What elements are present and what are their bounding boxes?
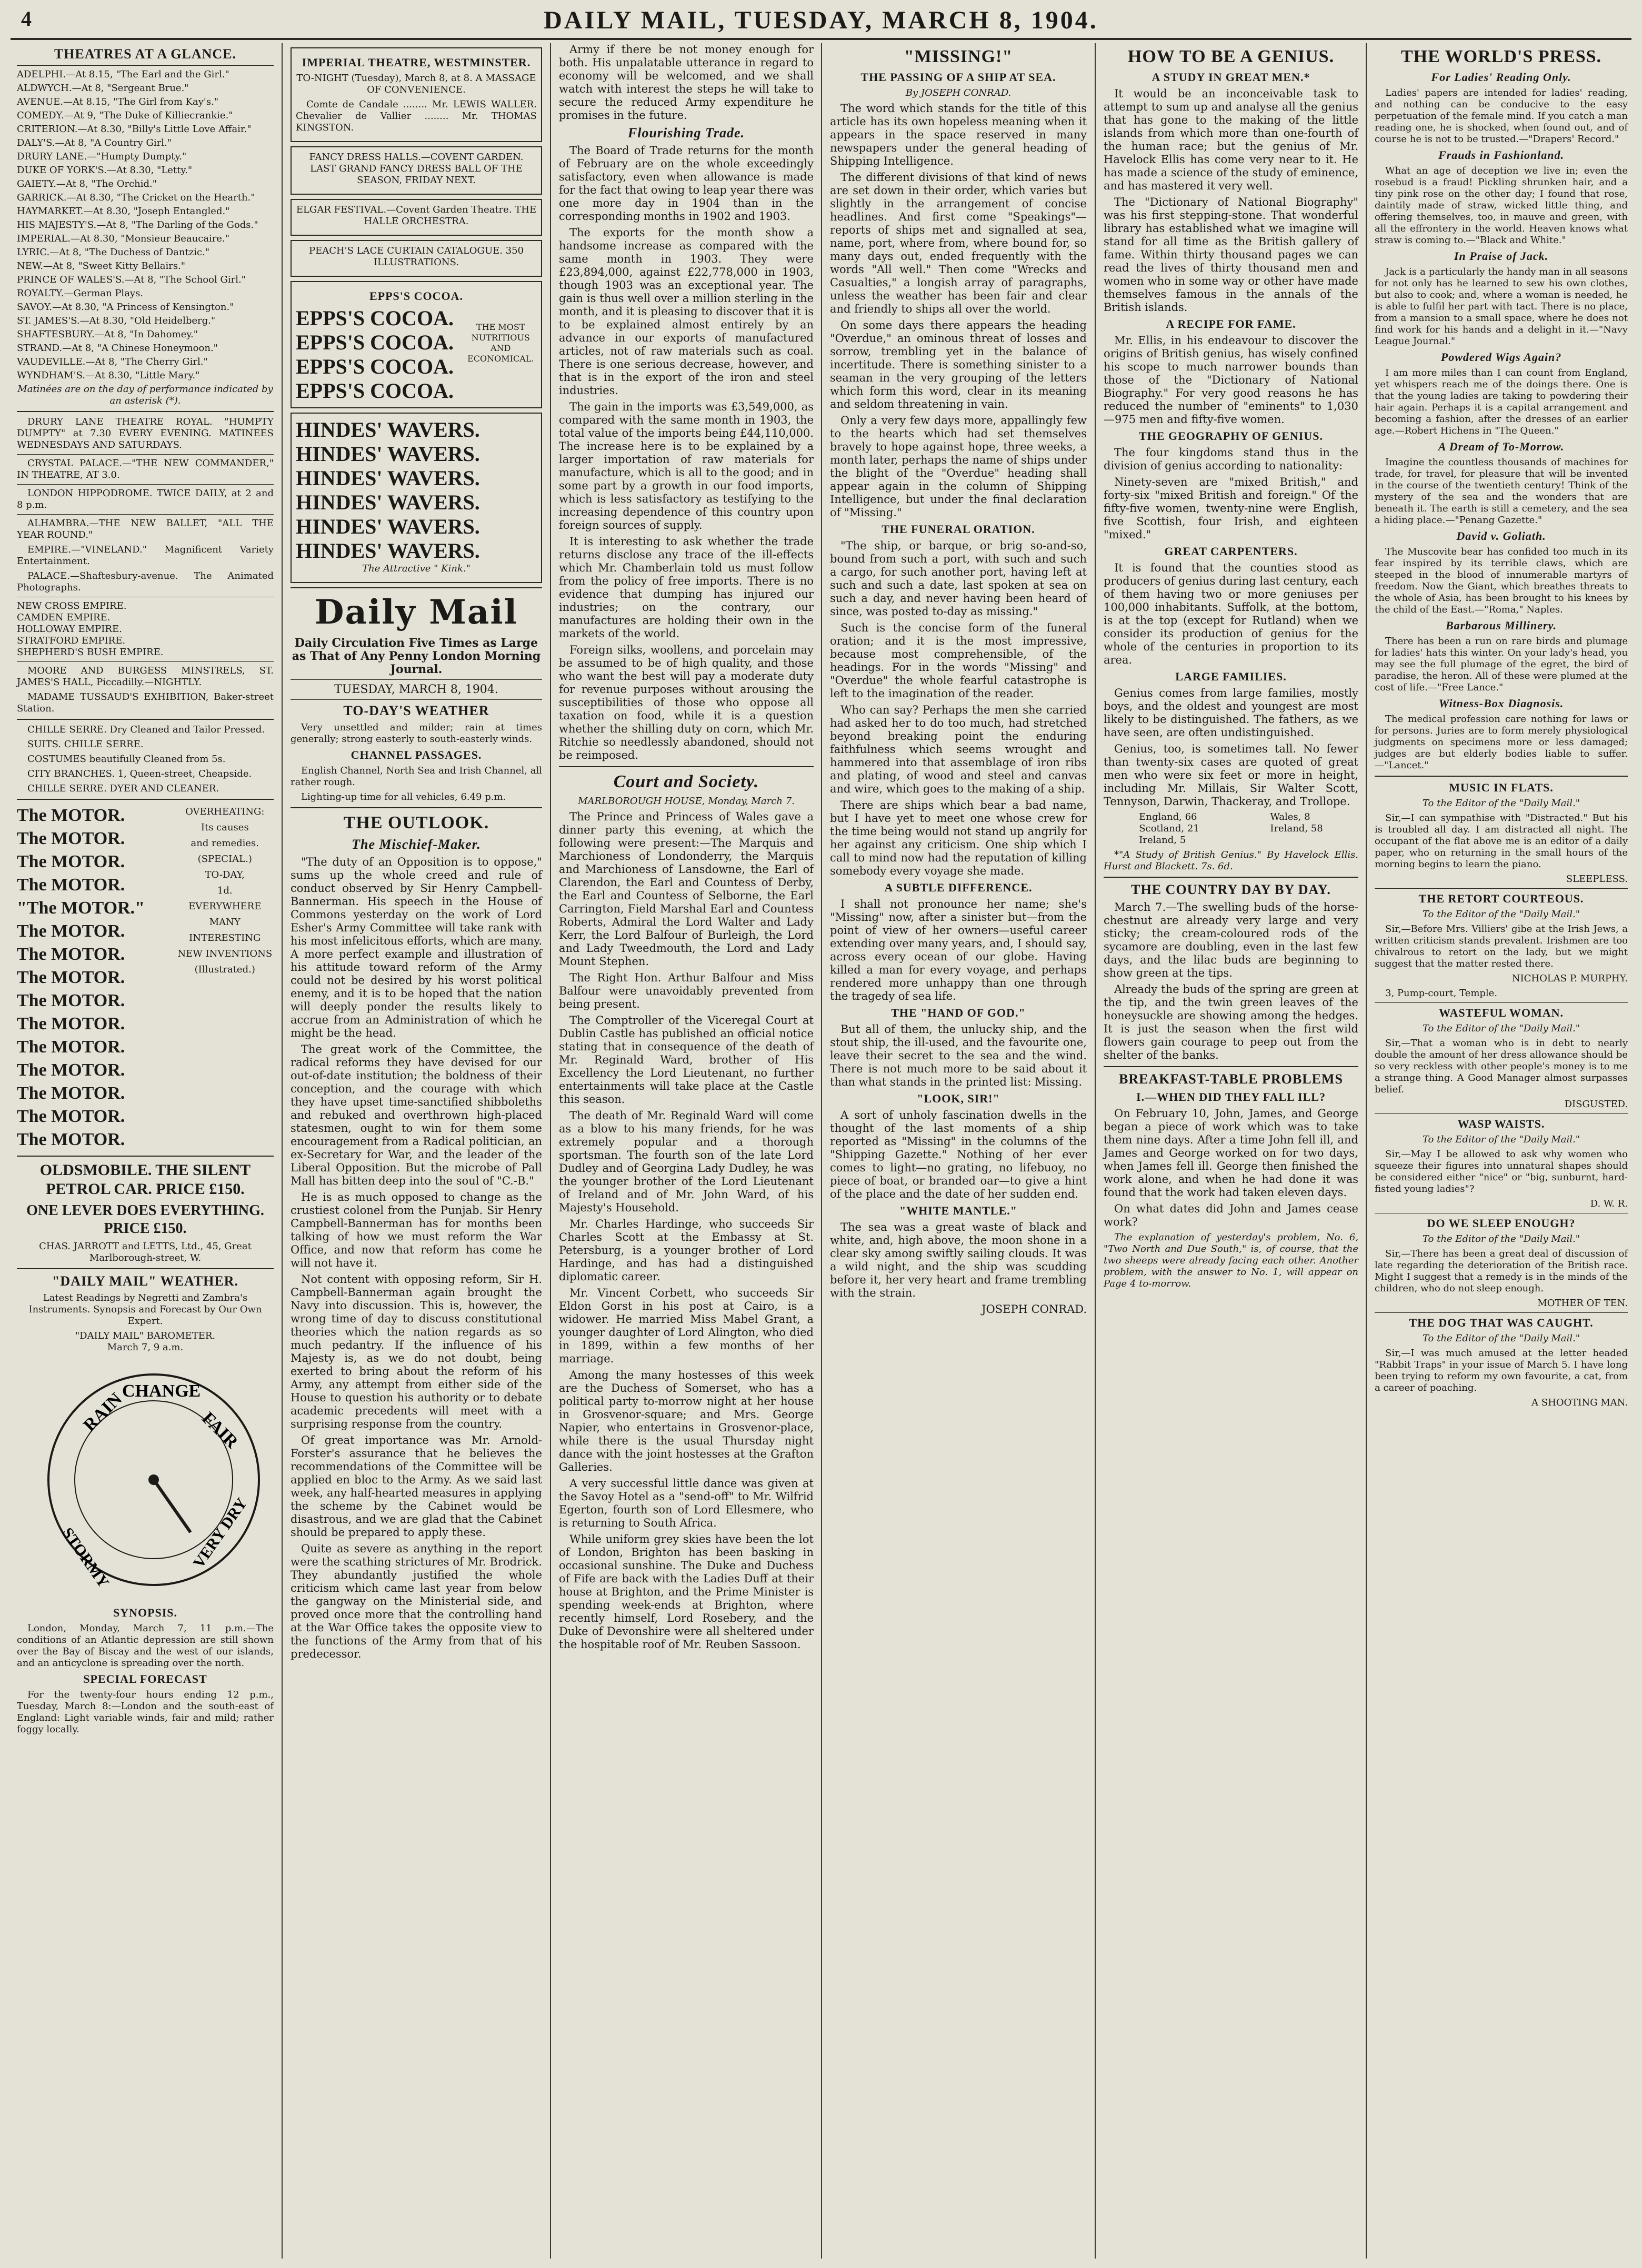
court-body — [559, 810, 814, 1651]
country-title: THE COUNTRY DAY BY DAY. — [1131, 882, 1331, 897]
epps-line: EPPS'S COCOA. — [296, 306, 454, 330]
moore-burgess-ad: MOORE AND BURGESS MINSTRELS, ST. JAMES'S HALL, Piccadilly.—NIGHTLY. — [17, 665, 274, 688]
subheading: THE "HAND OF GOD." — [891, 1006, 1026, 1019]
county-count: Ireland, 58 — [1270, 823, 1323, 834]
county-count: England, 66 — [1139, 811, 1197, 822]
column-divider — [282, 43, 283, 2259]
theatre-listing: DALY'S.—At 8, "A Country Girl." — [17, 137, 172, 148]
cleaning-advert: COSTUMES beautifully Cleaned from 5s. — [27, 754, 226, 765]
paragraph: Ninety-seven are "mixed British," and forty-six "mixed British and foreign." Of the fifty-five women, twenty-nine were English, five Scottish, four Irish, and eighteen "mixed." — [1104, 476, 1358, 541]
column-genius — [1097, 43, 1365, 2259]
motor-line: The MOTOR. — [17, 1060, 125, 1080]
epps-side: THE MOST NUTRITIOUS AND ECONOMICAL. — [467, 322, 534, 364]
oldsmobile-ad: OLDSMOBILE. THE SILENT PETROL CAR. PRICE £150. — [39, 1161, 251, 1198]
epps-line: EPPS'S COCOA. — [296, 379, 454, 403]
motor-line: The MOTOR. — [17, 806, 125, 825]
worlds-press-title: THE WORLD'S PRESS. — [1400, 47, 1602, 66]
motor-line: The MOTOR. — [17, 945, 125, 964]
missing-byline: By JOSEPH CONRAD. — [905, 87, 1012, 98]
column-divider — [821, 43, 822, 2259]
motor-lines — [17, 804, 176, 1151]
dial-label: CHANGE — [122, 1381, 201, 1401]
subheading: GREAT CARPENTERS. — [1164, 545, 1298, 558]
paragraph: "The ship, or barque, or brig so-and-so, bound from such a port, with such and such a cargo, for such another port, having left at such and such a date, last spoken at sea on such a day, and never having been heard of since, was posted to-day as missing." — [830, 539, 1087, 618]
theatres-heading: THEATRES AT A GLANCE. — [54, 46, 237, 62]
paragraph: The Comptroller of the Viceregal Court at Dublin Castle has published an official notice stating that in consequence of the death of Mr. Reginald Ward, brother of His Excellency the Lord Lieutenant, no further entertainments will take place at the Castle this season. — [559, 1014, 814, 1106]
imperial-theatre-ad — [291, 47, 542, 142]
weather-heading: "DAILY MAIL" WEATHER. — [52, 1273, 238, 1289]
press-item-title: For Ladies' Reading Only. — [1431, 71, 1571, 84]
peach-ad: PEACH'S LACE CURTAIN CATALOGUE. 350 ILLUSTRATIONS. — [291, 240, 542, 277]
theatre-listing: NEW.—At 8, "Sweet Kitty Bellairs." — [17, 260, 186, 272]
genius-body — [1104, 87, 1358, 808]
motor-line: The MOTOR. — [17, 1107, 125, 1126]
outlook-title: THE OUTLOOK. — [343, 813, 489, 832]
paragraph: Foreign silks, woollens, and porcelain may be assumed to be of high quality, and those who want the best will pay a moderate duty for revenue purposes without arousing the susceptibilities of those who oppose all taxation on food, while it is a question whether the shilling duty on corn, which Mr. Ritchie so needlessly abandoned, should not be reimposed. — [559, 644, 814, 761]
paragraph: I shall not pronounce her name; she's "Missing" now, after a sinister but—from the point of view of her owners—useful career extending over many years, and, I should say, across every ocean of our globe. Having killed a man for every voyage, and perhaps rendered more unhappy than one through the tragedy of sea life. — [830, 898, 1087, 1002]
subheading: A SUBTLE DIFFERENCE. — [884, 881, 1033, 894]
motor-side-text: INTERESTING — [189, 932, 261, 944]
epps-line: EPPS'S COCOA. — [296, 330, 454, 354]
sleep-letter: Sir,—There has been a great deal of discussion of late regarding the deterioration of the British race. Might I suggest that a remedy is in the minds of the children, who do not sleep enough. — [1375, 1248, 1628, 1294]
subheading: "LOOK, SIR!" — [917, 1092, 1000, 1105]
paragraph: The different divisions of that kind of news are set down in their order, which varies but slightly in the arrangement of concise headlines. And first come "Speakings"—reports of ships met and signalled at sea, name, port, where from, where bound for, so many days out, ended frequently with the words "All well." Then come "Wrecks and Casualties," a longish array of paragraphs, unless the weather has been fair and clear and friendly to ships all over the world. — [830, 171, 1087, 315]
column-missing — [824, 43, 1093, 2259]
page-number: 4 — [21, 7, 34, 31]
hindes-line: HINDES' WAVERS. — [296, 466, 480, 490]
drury-lane-ad: DRURY LANE THEATRE ROYAL. "HUMPTY DUMPTY" at 7.30 EVERY EVENING. MATINEES WEDNESDAYS AND SATURDAYS. — [17, 416, 274, 450]
sleep-title: DO WE SLEEP ENOUGH? — [1427, 1217, 1576, 1230]
jarrott-ad: CHAS. JARROTT and LETTS, Ltd., 45, Great Marlborough-street, W. — [39, 1241, 252, 1263]
motor-side-text: OVERHEATING: — [185, 806, 265, 817]
todays-weather-text: Very unsettled and milder; rain at times generally; strong easterly to south-easterly winds. — [291, 722, 542, 745]
paragraph: Genius, too, is sometimes tall. No fewer than twenty-six cases are quoted of great men who were six feet or more in height, including Mr. Millais, Sir Walter Scott, Tennyson, Darwin, Thackeray, and Trollope. — [1104, 742, 1358, 808]
dial-label: STORMY — [58, 1524, 113, 1591]
empire-ad: EMPIRE.—"VINELAND." Magnificent Variety Entertainment. — [17, 544, 274, 567]
county-count: Scotland, 21 — [1139, 823, 1199, 834]
hindes-line: HINDES' WAVERS. — [296, 418, 480, 441]
press-item-text: What an age of deception we live in; even the rosebud is a fraud! Pickling shrunken hair, and a tiny pink rose on the other day; I found that rose, daintily made of straw, wicked little thing, and offering themselves, too, in mauve and green, with all the effrontery in the world. Heaven knows what straw is coming to.—"Black and White." — [1375, 165, 1628, 246]
imperial-cast: Comte de Candale ........ Mr. LEWIS WALLER. Chevalier de Vallier ........ Mr. THOMAS KINGSTON. — [296, 99, 537, 133]
motor-side-text: EVERYWHERE — [188, 901, 262, 912]
music-title: MUSIC IN FLATS. — [1449, 781, 1554, 794]
theatre-list — [17, 69, 274, 382]
paragraph: On February 10, John, James, and George began a piece of work which was to take them nine days. After a time John fell ill, and James and George worked on for two days, when James fell ill. George then finished the work alone, and when he had done it was found that the work had taken eleven days. — [1104, 1107, 1358, 1199]
missing-subtitle: THE PASSING OF A SHIP AT SEA. — [860, 71, 1056, 84]
motor-side-text: 1d. — [217, 885, 233, 896]
theatre-listing: AVENUE.—At 8.15, "The Girl from Kay's." — [17, 96, 219, 107]
motor-side-text: NEW INVENTIONS — [177, 948, 273, 959]
counties-table — [1104, 811, 1358, 846]
theatre-listing: ST. JAMES'S.—At 8.30, "Old Heidelberg." — [17, 315, 216, 326]
genius-title: HOW TO BE A GENIUS. — [1127, 47, 1335, 66]
cleaning-advert: CITY BRANCHES. 1, Queen-street, Cheapside. — [27, 768, 252, 779]
retort-title: THE RETORT COURTEOUS. — [1418, 892, 1584, 905]
press-item-text: The medical profession care nothing for laws or for persons. Juries are to form merely physiological judgments on specimens more or less damaged; judges are but elderly bodies liable to suffer.—"Lancet." — [1375, 714, 1628, 771]
press-item-text: Imagine the countless thousands of machines for trade, for travel, for pleasure that will be invented in the course of the twentieth century! Think of the mystery of the sea and the wonders that are beneath it. The earth is still a cemetery, and the sea a hiding place.—"Penang Gazette." — [1375, 457, 1628, 526]
press-item-text: The Muscovite bear has confided too much in its fear inspired by its terrible claws, which are steeped in the blood of innumerable martyrs of freedom. Now the Giant, which breathes threats to the whole of Asia, has been brought to his knees by the child of the East.—"Roma," Naples. — [1375, 546, 1628, 615]
waste-letter: Sir,—That a woman who is in debt to nearly double the amount of her dress allowance should be so very reckless with other people's money is to me a strange thing. A Good Manager almost surpasses belief. — [1375, 1038, 1628, 1095]
theatre-listing: SHAFTESBURY.—At 8, "In Dahomey." — [17, 329, 198, 340]
paragraph: Mr. Charles Hardinge, who succeeds Sir Charles Scott at the Embassy at St. Petersburg, is a younger brother of Lord Hardinge, and has had a distinguished diplomatic career. — [559, 1218, 814, 1283]
theatre-listing: LYRIC.—At 8, "The Duchess of Dantzic." — [17, 247, 210, 258]
tussaud-ad: MADAME TUSSAUD'S EXHIBITION, Baker-street Station. — [17, 691, 274, 714]
paragraph: The exports for the month show a handsome increase as compared with the same month in 1903. They were £23,894,000, against £22,778,000 in 1903, though 1903 was an exceptional year. The gain is thus well over a million sterling in the month, and it is pleasing to discover that it is to be explained almost entirely by an advance in our exports of manufactured articles, not of raw materials such as coal. There is one serious decrease, however, and that is in the export of the iron and steel industries. — [559, 226, 814, 397]
county-count: Ireland, 5 — [1139, 835, 1186, 846]
paragraph: The Right Hon. Arthur Balfour and Miss Balfour were unavoidably prevented from being present. — [559, 971, 814, 1010]
motor-side-text: TO-DAY, — [205, 869, 245, 880]
theatre-listing: HIS MAJESTY'S.—At 8, "The Darling of the Gods." — [17, 219, 258, 230]
press-item-title: Frauds in Fashionland. — [1438, 148, 1565, 162]
paragraph: On some days there appears the heading "Overdue," an ominous threat of losses and sorrow, trembling yet in the balance of incertitude. There is something sinister to a seaman in the very grouping of the letters which form this word, clear in its meaning and seldom threatening in vain. — [830, 319, 1087, 410]
column-divider — [550, 43, 551, 2259]
theatre-listing: CRITERION.—At 8.30, "Billy's Little Love Affair." — [17, 124, 252, 135]
outlook-subtitle: The Mischief-Maker. — [352, 837, 481, 852]
press-item-title: A Dream of To-Morrow. — [1438, 440, 1565, 453]
theatre-listing: ADELPHI.—At 8.15, "The Earl and the Girl." — [17, 69, 229, 80]
motor-advert — [17, 804, 274, 1151]
motor-line: The MOTOR. — [17, 852, 125, 871]
paragraph: "The duty of an Opposition is to oppose," sums up the whole creed and rule of conduct observed by Sir Henry Campbell-Bannerman. His speech in the House of Commons yesterday on the work of Lord Esher's Army Committee will take rank with his most infelicitous efforts, which are many. A more perfect example and illustration of his attitude toward reform of the Army could not be desired by his worst political enemy, and it is to be hoped that the nation will deeply ponder the results likely to accrue from an Administration of which he might be the head. — [291, 856, 542, 1039]
motor-line: The MOTOR. — [17, 921, 125, 941]
theatre-listing: GARRICK.—At 8.30, "The Cricket on the Hearth." — [17, 192, 255, 203]
motor-line: The MOTOR. — [17, 829, 125, 848]
music-hall: NEW CROSS EMPIRE. — [17, 600, 127, 611]
paragraph: He is as much opposed to change as the crustiest colonel from the Punjab. Sir Henry Campbell-Bannerman has for months been talking of how we must reform the War Office, and now that reform has come he will not have it. — [291, 1191, 542, 1269]
theatre-listing: ROYALTY.—German Plays. — [17, 288, 144, 299]
theatre-listing: DRURY LANE.—"Humpty Dumpty." — [17, 151, 187, 162]
county-count: Wales, 8 — [1270, 811, 1310, 822]
press-item-title: Barbarous Millinery. — [1445, 619, 1557, 632]
matinee-note: Matinées are on the day of performance indicated by an asterisk (*). — [17, 384, 273, 406]
theatre-listing: SAVOY.—At 8.30, "A Princess of Kensington." — [17, 302, 234, 313]
paragraph: Already the buds of the spring are green at the tip, and the twin green leaves of the honeysuckle are showing among the hedges. It is just the season when the first wild flowers gain courage to peep out from the shelter of the banks. — [1104, 983, 1358, 1061]
press-item-text: There has been a run on rare birds and plumage for ladies' hats this winter. On your lady's head, you may see the full plumage of the egret, the bird of paradise, the heron. All of these were plumed at the cost of life.—"Free Lance." — [1375, 636, 1628, 693]
motor-line: The MOTOR. — [17, 1130, 125, 1149]
paragraph: The death of Mr. Reginald Ward will come as a blow to his many friends, for he was extremely popular and a thorough sportsman. The fourth son of the late Lord Dudley and of Georgina Lady Dudley, he was the younger brother of the Lord Lieutenant of Ireland and of Mr. John Ward, of his Majesty's Household. — [559, 1109, 814, 1214]
paragraph: The four kingdoms stand thus in the division of genius according to nationality: — [1104, 446, 1358, 472]
subheading: THE FUNERAL ORATION. — [882, 523, 1035, 536]
weather-subheading: Latest Readings by Negretti and Zambra's Instruments. Synopsis and Forecast by Our Own Expert. — [28, 1292, 262, 1327]
column-divider — [1366, 43, 1367, 2259]
cleaning-advert: CHILLE SERRE. Dry Cleaned and Tailor Pressed. — [27, 724, 265, 735]
barometer-dial — [17, 1359, 280, 1601]
epps-cocoa-ad: EPPS'S COCOA. EPPS'S COCOA. EPPS'S COCOA. EPPS'S COCOA. EPPS'S COCOA. THE MOST NUTRITIOUS AND ECONOMICAL. — [291, 281, 542, 408]
subheading: LARGE FAMILIES. — [1175, 670, 1287, 683]
subheading: A RECIPE FOR FAME. — [1166, 317, 1296, 330]
dial-label: RAIN — [79, 1389, 126, 1436]
synopsis-text: London, Monday, March 7, 11 p.m.—The conditions of an Atlantic depression are still shown over the Bay of Biscay and the west of our islands, and an anticyclone is spreading over the north. — [17, 1623, 274, 1669]
country-body — [1104, 901, 1358, 1062]
motor-line: "The MOTOR." — [17, 898, 145, 918]
motor-side-text: (SPECIAL.) — [197, 854, 252, 865]
paragraph: It is interesting to ask whether the trade returns disclose any trace of the ill-effects which Mr. Chamberlain told us must follow from the policy of free imports. There is no evidence that dumping has injured our industries; on the contrary, our manufactures are holding their own in the markets of the world. — [559, 535, 814, 640]
paragraph: Not content with opposing reform, Sir H. Campbell-Bannerman again brought the Navy into discussion. This is, however, the wrong time of day to discuss constitutional theories which the nation regards as so much pedantry. If the influence of his Majesty is, as we do not doubt, being exerted to bring about the reform of his Army, any attempt from either side of the House to question his authority or to debate academic precedents will meet with a surprising response from the country. — [291, 1273, 542, 1430]
paragraph: The "Dictionary of National Biography" was his first stepping-stone. That wonderful library has established what we imagine will stand for all time as the British gallery of fame. Within thirty thousand pages we can read the lives of thirty thousand men and women who in some way or other have made themselves famous in the annals of the British islands. — [1104, 196, 1358, 314]
music-hall: CAMDEN EMPIRE. — [17, 612, 111, 623]
genius-subtitle: A STUDY IN GREAT MEN.* — [1152, 71, 1310, 84]
column-worlds-press: THE WORLD'S PRESS. For Ladies' Reading Only. Ladies' papers are intended for ladies' reading, and nothing can be conducive to the easy perpetuation of the female mind. If you catch a man reading one, he is shocked, when found out, and of course he is not to be trusted.—"Drapers' Record." Frauds in Fashionland. What an age of deception we live in; even the rosebud is a fraud! Pickling shrunken hair, and a tiny pink rose on the other day; I found that rose, daintily made of straw, wicked little thing, and offering themselves, too, in mauve and green, with all the effrontery in the world. Heaven knows what straw is coming to.—"Black and White." In Praise of Jack. Jack is a particularly the handy man in all seasons for not only has he learned to sew his own clothes, but also to cook; and, where a woman is needed, he is able to fulfil her part with tact. There is no place, from a mansion to a small space, where he does not find work for his hands and a delight in it.—"Navy League Journal." Powdered Wigs Again? I am more miles than I can count from England, yet whispers reach me of the doings there. One is that the young ladies are taking to powdering their hair again. Perhaps it is a capital arrangement and becoming a fashion, after the dresses of an earlier age.—Robert Hichens in "The Queen." A Dream of To-Morrow. Imagine the countless thousands of machines for trade, for travel, for pleasure that will be invented in the course of the twentieth century! Think of the mystery of the sea and the wonders that are beneath it. The earth is still a cemetery, and the sea a hiding place.—"Penang Gazette." David v. Goliath. The Muscovite bear has confided too much in its fear inspired by its terrible claws, which are steeped in the blood of innumerable martyrs of freedom. Now the Giant, which breathes threats to the whole of Asia, has been brought to his knees by the child of the East.—"Roma," Naples. Barbarous Millinery. There has been a run on rare birds and plumage for ladies' hats this winter. On your lady's head, you may see the full plumage of the egret, the bird of paradise, the heron. All of these were plumed at the cost of life.—"Free Lance." Witness-Box Diagnosis. The medical profession care nothing for laws or for persons. Juries are to form merely physiological judgments on specimens more or less damaged; judges are but elderly bodies liable to suffer.—"Lancet." MUSIC IN FLATS. To the Editor of the "Daily Mail." Sir,—I can sympathise with "Distracted." But his is troubled all day. I am distracted all night. The occupant of the flat above me is an editor of a daily paper, who on returning in the small hours of the morning begins to learn the piano. SLEEPLESS. THE RETORT COURTEOUS. To the Editor of the "Daily Mail." Sir,—Before Mrs. Villiers' gibe at the Irish Jews, a written criticism stands prevalent. Irishmen are too chivalrous to retort on the lady, but we might suggest that the matter rested there. NICHOLAS P. MURPHY. 3, Pump-court, Temple. WASTEFUL WOMAN. To the Editor of the "Daily Mail." Sir,—That a woman who is in debt to nearly double the amount of her dress allowance should be so very reckless with other people's money is to me a strange thing. A Good Manager almost surpasses belief. DISGUSTED. WASP WAISTS. To the Editor of the "Daily Mail." Sir,—May I be allowed to ask why women who squeeze their figures into unnatural shapes should be considered either "nice" or "big, sunburnt, hard-fisted young ladies"? D. W. R. DO WE SLEEP ENOUGH? To the Editor of the "Daily Mail." Sir,—There has been a great deal of discussion of late regarding the deterioration of the British race. Might I suggest that a remedy is in the minds of the children, who do not sleep enough. MOTHER OF TEN. THE DOG THAT WAS CAUGHT. To the Editor of the "Daily Mail." Sir,—I was much amused at the letter headed "Rabbit Traps" in your issue of March 5. I have long been trying to reform my own favourite, a cat, from a career of poaching. A SHOOTING MAN. — [1375, 47, 1628, 1408]
theatre-listing: VAUDEVILLE.—At 8, "The Cherry Girl." — [17, 356, 208, 367]
paragraph: Mr. Vincent Corbett, who succeeds Sir Eldon Gorst in his post at Cairo, is a widower. He married Miss Mabel Grant, a younger daughter of Lord Alington, who died in 1899, within a few months of her marriage. — [559, 1287, 814, 1365]
elgar-ad: ELGAR FESTIVAL.—Covent Garden Theatre. THE HALLE ORCHESTRA. — [291, 199, 542, 236]
paragraph: The sea was a great waste of black and white, and, high above, the moon shone in a clear sky among swiftly sailing clouds. It was a wild night, and the ship was scudding before it, her very heart and frame trembling with the strain. — [830, 1221, 1087, 1299]
court-dateline: MARLBOROUGH HOUSE, Monday, March 7. — [578, 796, 795, 807]
waste-title: WASTEFUL WOMAN. — [1438, 1006, 1564, 1019]
trade-body — [559, 144, 814, 762]
dog-letter: Sir,—I was much amused at the letter headed "Rabbit Traps" in your issue of March 5. I have long been trying to reform my own favourite, a cat, from a career of poaching. — [1375, 1348, 1628, 1393]
paragraph: Only a very few days more, appallingly few to the hearts which had set themselves bravely to hope against hope, three weeks, a month later, perhaps the name of ships under the blight of the "Overdue" heading shall appear again in the column of Shipping Intelligence, but under the final declaration of "Missing." — [830, 414, 1087, 519]
paragraph: Mr. Ellis, in his endeavour to discover the origins of British genius, has wisely confined his scope to much narrower bounds than those of the "Dictionary of National Biography." For very good reasons he has reduced the number of "eminents" to 1,030—975 men and fifty-five women. — [1104, 334, 1358, 426]
channel-title: CHANNEL PASSAGES. — [351, 748, 482, 761]
breakfast-body — [1104, 1107, 1358, 1229]
todays-weather-title: TO-DAY'S WEATHER — [343, 703, 489, 718]
hindes-line: HINDES' WAVERS. — [296, 442, 480, 466]
subheading: "WHITE MANTLE." — [899, 1204, 1017, 1217]
barometer-needle — [154, 1480, 191, 1532]
missing-title: "MISSING!" — [904, 47, 1013, 66]
paragraph: The Prince and Princess of Wales gave a dinner party this evening, at which the following were present:—The Marquis and Marchioness of Londonderry, the Marquis and Marchioness of Lansdowne, the Earl of Clarendon, the Earl and Countess of Derby, the Earl and Countess of Selborne, the Earl Carrington, Field Marshal Earl and Countess Roberts, Admiral the Lord Walter and Lady Kerr, the Lord Balfour of Burleigh, the Lord and Lady Tweedmouth, the Lord and Lady Mount Stephen. — [559, 810, 814, 968]
hindes-wavers-ad: HINDES' WAVERS. HINDES' WAVERS. HINDES' WAVERS. HINDES' WAVERS. HINDES' WAVERS. HINDES' WAVERS. The Attractive " Kink." — [291, 413, 542, 583]
paragraph: A very successful little dance was given at the Savoy Hotel as a "send-off" to Mr. Wilfrid Egerton, fourth son of Lord Ellesmere, who is returning to South Africa. — [559, 1477, 814, 1529]
imperial-body: TO-NIGHT (Tuesday), March 8, at 8. A MASSAGE OF CONVENIENCE. — [296, 73, 536, 95]
breakfast-subtitle: I.—WHEN DID THEY FALL ILL? — [1136, 1090, 1326, 1103]
motor-side-text: Its causes — [201, 822, 249, 833]
theatre-listing: GAIETY.—At 8, "The Orchid." — [17, 178, 157, 189]
theatre-listing: WYNDHAM'S.—At 8.30, "Little Mary." — [17, 370, 200, 381]
theatre-listing: STRAND.—At 8, "A Chinese Honeymoon." — [17, 343, 218, 354]
paragraph: It would be an inconceivable task to attempt to sum up and analyse all the genius that has gone to the making of the little islands from which more than one-fourth of the human race; but the genius of Mr. Havelock Ellis has come very near to it. He has made a science of the study of eminence, and has mastered it very well. — [1104, 87, 1358, 192]
motor-line: The MOTOR. — [17, 1014, 125, 1033]
subheading: THE GEOGRAPHY OF GENIUS. — [1139, 429, 1323, 443]
epps-lines — [296, 306, 465, 403]
breakfast-note: The explanation of yesterday's problem, No. 6, "Two North and Due South," is, of course, that the two sheeps were already facing each other. Another problem, with the answer to No. 1, will appear on Page 4 to-morrow. — [1104, 1232, 1358, 1289]
dial-label: VERY DRY — [189, 1494, 251, 1572]
cleaning-adverts — [17, 724, 274, 795]
forecast-text: For the twenty-four hours ending 12 p.m., Tuesday, March 8:—London and the south-east of England: Light variable winds, fair and mild; rather foggy locally. — [17, 1689, 274, 1735]
forecast-title: SPECIAL FORECAST — [83, 1672, 207, 1685]
press-item-text: Jack is a particularly the handy man in all seasons for not only has he learned to sew his own clothes, but also to cook; and, where a woman is needed, he is able to fulfil her part with tact. There is no place, from a mansion to a small space, where he does not find work for his hands and a delight in it.—"Navy League Journal." — [1375, 266, 1628, 347]
theatre-listing: DUKE OF YORK'S.—At 8.30, "Letty." — [17, 165, 193, 176]
press-item-text: I am more miles than I can count from England, yet whispers reach me of the doings there. One is that the young ladies are taking to powdering their hair again. Perhaps it is a capital arrangement and becoming a fashion, after the dresses of an earlier age.—Robert Hichens in "The Queen." — [1375, 367, 1628, 436]
barometer-date: March 7, 9 a.m. — [107, 1342, 184, 1353]
music-hall: STRATFORD EMPIRE. — [17, 635, 126, 646]
cleaning-advert: SUITS. CHILLE SERRE. — [27, 739, 144, 750]
fancy-dress-ad: FANCY DRESS HALLS.—COVENT GARDEN. LAST GRAND FANCY DRESS BALL OF THE SEASON, FRIDAY NEXT. — [291, 146, 542, 195]
issue-date: TUESDAY, MARCH 8, 1904. — [334, 683, 498, 696]
synopsis-title: SYNOPSIS. — [113, 1606, 178, 1619]
paragraph: Who can say? Perhaps the men she carried had asked her to do too much, had stretched beyond breaking point the enduring faithfulness which seems wrought and hammered into that assemblage of iron ribs and plating, of wood and steel and canvas and wire, which goes to the making of a ship. — [830, 704, 1087, 795]
leader-continued — [559, 43, 814, 122]
hindes-line: HINDES' WAVERS. — [296, 539, 480, 563]
press-item-title: Witness-Box Diagnosis. — [1438, 697, 1564, 710]
press-item-title: In Praise of Jack. — [1454, 249, 1549, 263]
motor-side-text: and remedies. — [191, 838, 259, 849]
trade-title: Flourishing Trade. — [627, 125, 745, 141]
channel-text: English Channel, North Sea and Irish Channel, all rather rough. — [291, 765, 542, 788]
press-item-title: Powdered Wigs Again? — [1440, 350, 1562, 364]
breakfast-title: BREAKFAST-TABLE PROBLEMS — [1119, 1071, 1343, 1087]
circulation-claim: Daily Circulation Five Times as Large as That of Any Penny London Morning Journal. — [292, 636, 541, 676]
header-rule — [11, 38, 1631, 40]
paragraph: While uniform grey skies have been the lot of London, Brighton has been basking in occasional sunshine. The Duke and Duchess of Fife are back with the Ladies Duff at their house at Brighton, and the Prime Minister is spending week-ends at Brighton, where recently himself, Lord Rosebery, and the Duke of Devonshire were all sheltered under the hospitable roof of Mr. Reuben Sassoon. — [559, 1533, 814, 1651]
alhambra-ad: ALHAMBRA.—THE NEW BALLET, "ALL THE YEAR ROUND." — [17, 518, 274, 540]
cleaning-advert: CHILLE SERRE. DYER AND CLEANER. — [27, 783, 219, 794]
music-hall: SHEPHERD'S BUSH EMPIRE. — [17, 647, 164, 658]
paragraph: A sort of unholy fascination dwells in the thought of the last moments of a ship reported as "Missing" in the columns of the "Shipping Gazette." Nothing of her ever comes to light—no grating, no lifebuoy, no piece of boat, or branded oar—to give a hint of the place and the date of her sudden end. — [830, 1109, 1087, 1200]
hindes-lines — [296, 418, 537, 563]
theatre-listing: IMPERIAL.—At 8.30, "Monsieur Beaucaire." — [17, 233, 230, 244]
paragraph: It is found that the counties stood as producers of genius during last century, each of them having two or more geniuses per 100,000 inhabitants. Suffolk, at the bottom, is at the top (except for Rutland) when we consider its production of genius for the whole of the centuries in proportion to its area. — [1104, 561, 1358, 666]
genius-footnote: *"A Study of British Genius." By Havelock Ellis. Hurst and Blackett. 7s. 6d. — [1104, 849, 1358, 872]
paragraph: Army if there be not money enough for both. His unpalatable utterance in regard to economy will be welcomed, and we shall watch with interest the steps he will take to secure the reduced Army expenditure he promises in the future. — [559, 43, 814, 122]
page-header — [0, 4, 1642, 36]
missing-body — [830, 102, 1087, 1300]
paragraph: Such is the concise form of the funeral oration; and it is the most impressive, because most comprehensible, of the headings. For in the words "Missing" and "Overdue" the whole fearful catastrophe is left to the imagination of the reader. — [830, 621, 1087, 700]
crystal-palace-ad: CRYSTAL PALACE.—"THE NEW COMMANDER," IN THEATRE, AT 3.0. — [17, 458, 274, 480]
motor-line: The MOTOR. — [17, 991, 125, 1010]
paragraph: Among the many hostesses of this week are the Duchess of Somerset, who has a political party to-morrow night at her house in Grosvenor-square; and Mrs. George Napier, who entertains in Grosvenor-place, while there is the usual Thursday night dance with the joint hostesses at the Grafton Galleries. — [559, 1369, 814, 1473]
music-halls-list — [17, 600, 274, 658]
lever-ad: ONE LEVER DOES EVERYTHING. PRICE £150. — [26, 1202, 264, 1237]
epps-line: EPPS'S COCOA. — [296, 355, 454, 378]
paragraph: March 7.—The swelling buds of the horse-chestnut are already very large and very sticky; the cream-coloured rods of the sycamore are doubling, even in the last few days, and the lilac buds are beginning to show green at the tips. — [1104, 901, 1358, 979]
press-items — [1375, 71, 1628, 771]
wasp-letter: Sir,—May I be allowed to ask why women who squeeze their figures into unnatural shapes should be considered either "nice" or "big, sunburnt, hard-fisted young ladies"? — [1375, 1149, 1628, 1195]
press-item-title: David v. Goliath. — [1456, 529, 1546, 543]
press-item-text: Ladies' papers are intended for ladies' reading, and nothing can be conducive to the easy perpetuation of the female mind. If you catch a man reading one, he is shocked, when found out, and of course he is not to be trusted.—"Drapers' Record." — [1375, 87, 1628, 145]
theatre-listing: COMEDY.—At 9, "The Duke of Killiecrankie." — [17, 110, 233, 121]
theatre-listing: ALDWYCH.—At 8, "Sergeant Brue." — [17, 83, 189, 94]
paragraph: On what dates did John and James cease work? — [1104, 1202, 1358, 1228]
motor-side — [176, 804, 274, 1151]
hindes-line: HINDES' WAVERS. — [296, 490, 480, 514]
column-leader — [284, 43, 548, 2259]
motor-line: The MOTOR. — [17, 1083, 125, 1103]
theatre-listing: PRINCE OF WALES'S.—At 8, "The School Girl." — [17, 274, 246, 285]
music-hall: HOLLOWAY EMPIRE. — [17, 624, 122, 635]
imperial-title: IMPERIAL THEATRE, WESTMINSTER. — [302, 56, 531, 69]
palace-ad: PALACE.—Shaftesbury-avenue. The Animated Photographs. — [17, 570, 274, 593]
paragraph: Of great importance was Mr. Arnold-Forster's assurance that he believes the recommendations of the Committee will be applied en bloc to the Army. As we said last week, any half-hearted measures in applying the scheme by the Cabinet would be disastrous, and we are glad that the Cabinet should be prepared to apply these. — [291, 1434, 542, 1539]
hindes-line: HINDES' WAVERS. — [296, 515, 480, 538]
column-theatres — [11, 43, 280, 2259]
motor-line: The MOTOR. — [17, 875, 125, 895]
paragraph: The gain in the imports was £3,549,000, as compared with the same month in 1903, the total value of the imports being £44,110,000. The increase here is to be explained by a larger importation of raw materials for manufacture, which is all to the good; and in some part by a growth in our food imports, which is less satisfactory as testifying to the increasing dependence of this country upon foreign sources of supply. — [559, 400, 814, 531]
paragraph: The word which stands for the title of this article has its own hopeless meaning when it appears in the space reserved in many newspapers under the general heading of Shipping Intelligence. — [830, 102, 1087, 167]
dog-title: THE DOG THAT WAS CAUGHT. — [1409, 1316, 1594, 1329]
page-title: DAILY MAIL, TUESDAY, MARCH 8, 1904. — [544, 6, 1098, 34]
outlook-body — [291, 856, 542, 1661]
motor-side-text: MANY — [209, 917, 241, 928]
motor-line: The MOTOR. — [17, 968, 125, 987]
theatre-listing: HAYMARKET.—At 8.30, "Joseph Entangled." — [17, 206, 230, 217]
music-letter: Sir,—I can sympathise with "Distracted." But his is troubled all day. I am distracted all night. The occupant of the flat above me is an editor of a daily paper, who on returning in the small hours of the morning begins to learn the piano. — [1375, 812, 1628, 870]
dial-label: FAIR — [198, 1408, 242, 1452]
column-divider — [1095, 43, 1096, 2259]
paragraph: There are ships which bear a bad name, but I have yet to meet one whose crew for the time being would not stand up angrily for her against any criticism. One ship which I call to mind now had the reputation of killing somebody every voyage she made. — [830, 799, 1087, 877]
missing-signature: JOSEPH CONRAD. — [982, 1303, 1087, 1316]
paragraph: But all of them, the unlucky ship, and the stout ship, the ill-used, and the favourite one, leave their secret to the sea and the wind. There is not much more to be said about it than what stands in the printed list: Missing. — [830, 1023, 1087, 1088]
lighting-up: Lighting-up time for all vehicles, 6.49 p.m. — [301, 791, 506, 802]
column-trade-court — [553, 43, 820, 2259]
paragraph: Quite as severe as anything in the report were the scathing strictures of Mr. Brodrick. They abundantly justified the whole criticism which came last year from below the gangway on the Ministerial side, and proved once more that the controlling hand at the War Office takes the opposite view to the functions of the Army from that of his predecessor. — [291, 1542, 542, 1660]
paragraph: The Board of Trade returns for the month of February are on the whole exceedingly satisfactory, even when allowance is made for the fact that owing to leap year there was one more day in 1904 than in the corresponding months in 1902 and 1903. — [559, 144, 814, 223]
motor-line: The MOTOR. — [17, 1037, 125, 1057]
hippodrome-ad: LONDON HIPPODROME. TWICE DAILY, at 2 and 8 p.m. — [17, 488, 274, 510]
barometer-caption: "DAILY MAIL" BAROMETER. — [75, 1330, 216, 1341]
wasp-title: WASP WAISTS. — [1457, 1117, 1545, 1130]
paragraph: Genius comes from large families, mostly boys, and the oldest and youngest are most likely to be distinguished. The fathers, as we have seen, are often undistinguished. — [1104, 687, 1358, 739]
retort-letter: Sir,—Before Mrs. Villiers' gibe at the Irish Jews, a written criticism stands prevalent. Irishmen are too chivalrous to retort on the lady, but we might suggest that the matter rested there. — [1375, 924, 1628, 969]
court-title: Court and Society. — [613, 772, 759, 791]
daily-mail-nameplate: Daily Mail — [315, 593, 518, 632]
paragraph: The great work of the Committee, the radical reforms they have devised for our out-of-date institution; the boldness of their conception, and the courage with which they have upset time-sanctified shibboleths and rebuked and overthrown high-placed statesmen, ought to win for them some encouragement from a Radical politician, an ex-Secretary for War, and the leader of the Liberal Opposition. But the microbe of Pall Mall has bitten deep into the soul of "C.-B." — [291, 1043, 542, 1187]
motor-side-text: (Illustrated.) — [194, 964, 255, 975]
